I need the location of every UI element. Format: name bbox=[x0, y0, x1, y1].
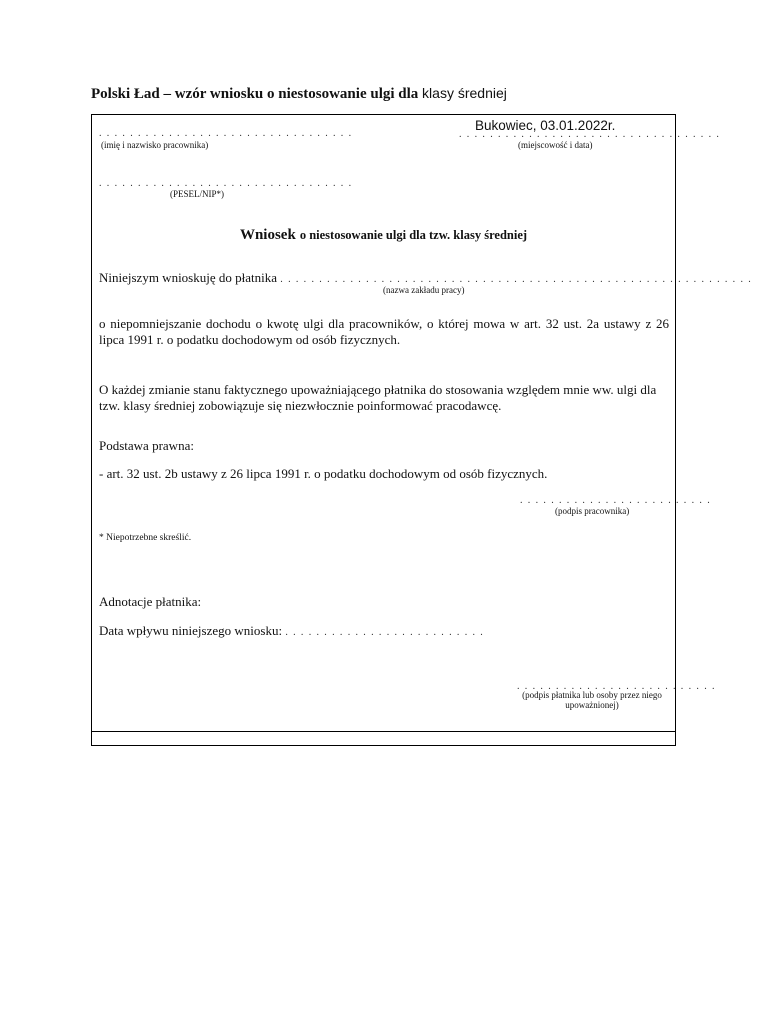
form-footer-strip bbox=[91, 731, 676, 746]
legal-basis-label: Podstawa prawna: bbox=[99, 438, 194, 453]
employee-name-dots: . . . . . . . . . . . . . . . . . . . . . . . . . . . . . . . . . bbox=[99, 128, 353, 139]
paragraph-relief: o niepomniejszanie dochodu o kwotę ulgi dla pracowników, o której mowa w art. 32 ust. 2a ustawy z 26 lipca 1991 r. o podatku dochodowym od osób fizycznych. bbox=[99, 316, 669, 347]
employee-signature-label: (podpis pracownika) bbox=[555, 506, 630, 516]
receipt-date-line bbox=[99, 623, 484, 639]
employee-name-label: (imię i nazwisko pracownika) bbox=[101, 140, 209, 150]
receipt-date-dots: . . . . . . . . . . . . . . . . . . . . . . . . . . bbox=[285, 627, 485, 638]
request-heading-big: Wniosek bbox=[239, 227, 296, 243]
request-line bbox=[99, 270, 752, 286]
request-heading bbox=[91, 226, 676, 244]
request-text: Niniejszym wnioskuję do płatnika bbox=[99, 270, 278, 285]
place-date-dots: . . . . . . . . . . . . . . . . . . . . . . . . . . . . . . . . . . bbox=[459, 129, 721, 140]
place-date-value[interactable]: Bukowiec, 03.01.2022r. bbox=[475, 118, 616, 133]
payer-name-dots: . . . . . . . . . . . . . . . . . . . . . . . . . . . . . . . . . . . . . . . . . . . . . . . . . . . . . . . . . . . . . bbox=[280, 274, 753, 285]
paragraph-change-notice: O każdej zmianie stanu faktycznego upoważniającego płatnika do stosowania względem mnie ww. ulgi dla tzw. klasy średniej zobowiązuje się niezwłocznie poinformować pracodawcę. bbox=[99, 382, 657, 413]
payer-signature-label bbox=[512, 690, 672, 711]
payer-signature-label-line1: (podpis płatnika lub osoby przez niego bbox=[522, 690, 662, 700]
pesel-dots: . . . . . . . . . . . . . . . . . . . . . . . . . . . . . . . . . bbox=[99, 178, 353, 189]
document-title bbox=[91, 85, 507, 103]
workplace-label: (nazwa zakładu pracy) bbox=[383, 285, 465, 295]
payer-annotations-label: Adnotacje płatnika: bbox=[99, 594, 202, 609]
pesel-label: (PESEL/NIP*) bbox=[170, 189, 224, 199]
document-title-bold: Polski Ład – wzór wniosku o niestosowanie ulgi dla bbox=[91, 86, 419, 102]
place-date-label: (miejscowość i data) bbox=[518, 140, 593, 150]
footnote: * Niepotrzebne skreślić. bbox=[99, 533, 192, 543]
employee-signature-dots: . . . . . . . . . . . . . . . . . . . . . . . . . bbox=[520, 495, 712, 506]
payer-signature-dots: . . . . . . . . . . . . . . . . . . . . . . . . . . bbox=[517, 681, 716, 692]
receipt-date-text: Data wpływu niniejszego wniosku: bbox=[99, 623, 283, 638]
request-heading-rest: o niestosowanie ulgi dla tzw. klasy średniej bbox=[299, 228, 528, 242]
form-frame bbox=[91, 114, 676, 732]
payer-signature-label-line2: upoważnionej) bbox=[565, 700, 619, 711]
legal-basis-text: - art. 32 ust. 2b ustawy z 26 lipca 1991 r. o podatku dochodowym od osób fizycznych. bbox=[99, 466, 548, 481]
document-title-tail: klasy średniej bbox=[422, 85, 507, 101]
